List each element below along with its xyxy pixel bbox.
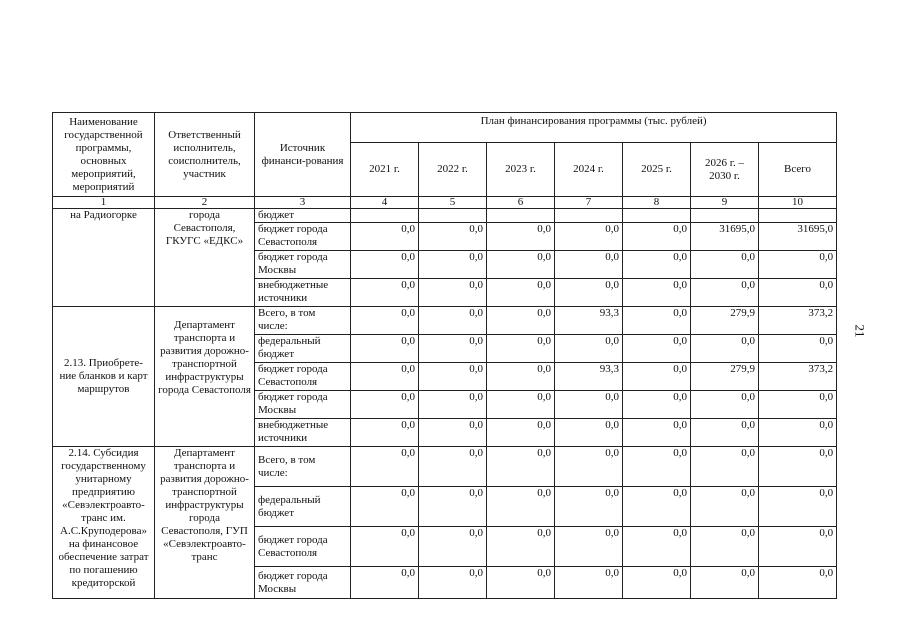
table-row (53, 447, 837, 487)
amount-cell: 0,0 (623, 487, 691, 527)
amount-cell: 0,0 (623, 335, 691, 363)
executor: Департамент транспорта и развития дорожно-транспортной инфраструктуры города Севастополя (155, 307, 255, 447)
header-year: 2022 г. (419, 143, 487, 197)
executor: города Севастополя, ГКУГС «ЕДКС» (155, 209, 255, 307)
amount-cell: 0,0 (351, 279, 419, 307)
funding-source: внебюджетные источники (255, 279, 351, 307)
amount-cell: 0,0 (555, 567, 623, 599)
amount-cell: 0,0 (351, 251, 419, 279)
column-number: 3 (255, 197, 351, 209)
funding-source: Всего, в том числе: (255, 307, 351, 335)
header-total: Всего (759, 143, 837, 197)
amount-cell: 0,0 (351, 487, 419, 527)
amount-cell: 0,0 (555, 391, 623, 419)
column-number: 8 (623, 197, 691, 209)
amount-cell: 0,0 (419, 527, 487, 567)
financing-table (52, 112, 837, 599)
amount-cell: 31695,0 (759, 223, 837, 251)
amount-cell: 0,0 (759, 391, 837, 419)
amount-cell: 0,0 (419, 223, 487, 251)
column-number: 10 (759, 197, 837, 209)
funding-source: Всего, в том числе: (255, 447, 351, 487)
funding-source: бюджет города Севастополя (255, 363, 351, 391)
table-row (53, 307, 837, 335)
amount-cell: 0,0 (555, 251, 623, 279)
amount-cell: 0,0 (759, 527, 837, 567)
amount-cell: 0,0 (487, 487, 555, 527)
amount-cell: 0,0 (555, 335, 623, 363)
header-year: 2023 г. (487, 143, 555, 197)
column-number: 1 (53, 197, 155, 209)
amount-cell: 0,0 (487, 447, 555, 487)
amount-cell: 0,0 (759, 419, 837, 447)
amount-cell: 0,0 (691, 447, 759, 487)
amount-cell: 0,0 (691, 391, 759, 419)
amount-cell: 0,0 (351, 527, 419, 567)
amount-cell: 0,0 (555, 223, 623, 251)
amount-cell: 0,0 (555, 527, 623, 567)
header-plan: План финансирования программы (тыс. рублей) (351, 113, 837, 143)
column-number: 4 (351, 197, 419, 209)
amount-cell: 0,0 (759, 279, 837, 307)
amount-cell: 0,0 (487, 251, 555, 279)
amount-cell: 0,0 (351, 307, 419, 335)
amount-cell: 0,0 (487, 335, 555, 363)
funding-source: внебюджетные источники (255, 419, 351, 447)
amount-cell: 0,0 (351, 391, 419, 419)
amount-cell (487, 209, 555, 223)
amount-cell: 0,0 (691, 567, 759, 599)
amount-cell: 0,0 (759, 487, 837, 527)
amount-cell: 0,0 (419, 363, 487, 391)
amount-cell: 0,0 (419, 391, 487, 419)
amount-cell: 0,0 (487, 391, 555, 419)
amount-cell (555, 209, 623, 223)
header-year: 2024 г. (555, 143, 623, 197)
amount-cell: 0,0 (419, 447, 487, 487)
amount-cell: 0,0 (623, 567, 691, 599)
amount-cell: 0,0 (487, 419, 555, 447)
amount-cell: 0,0 (351, 223, 419, 251)
amount-cell: 0,0 (419, 419, 487, 447)
amount-cell: 0,0 (487, 363, 555, 391)
amount-cell: 0,0 (691, 335, 759, 363)
header-source: Источник финанси-рования (255, 113, 351, 197)
amount-cell: 0,0 (691, 419, 759, 447)
header-year: 2025 г. (623, 143, 691, 197)
column-number: 6 (487, 197, 555, 209)
amount-cell: 0,0 (623, 251, 691, 279)
amount-cell: 0,0 (555, 487, 623, 527)
header-year: 2026 г. – 2030 г. (691, 143, 759, 197)
amount-cell: 0,0 (487, 527, 555, 567)
amount-cell: 93,3 (555, 307, 623, 335)
amount-cell (691, 209, 759, 223)
amount-cell: 0,0 (487, 567, 555, 599)
amount-cell: 0,0 (487, 223, 555, 251)
amount-cell: 0,0 (555, 447, 623, 487)
amount-cell: 0,0 (487, 279, 555, 307)
funding-source: бюджет города Севастополя (255, 223, 351, 251)
amount-cell: 0,0 (623, 447, 691, 487)
amount-cell: 0,0 (623, 391, 691, 419)
amount-cell: 0,0 (555, 279, 623, 307)
header-year: 2021 г. (351, 143, 419, 197)
funding-source: федеральный бюджет (255, 335, 351, 363)
column-number: 9 (691, 197, 759, 209)
amount-cell: 0,0 (555, 419, 623, 447)
page-number: 21 (852, 324, 868, 338)
executor: Департамент транспорта и развития дорожно-транспортной инфраструктуры города Севастополя, ГУП «Севэлектроавто-транс (155, 447, 255, 599)
column-number: 2 (155, 197, 255, 209)
amount-cell: 279,9 (691, 363, 759, 391)
amount-cell (623, 209, 691, 223)
measure-name: 2.14. Субсидия государственному унитарному предприятию «Севэлектроавто-транс им. А.С.Круподерова» на финансовое обеспечение затрат по погашению кредиторской (53, 447, 155, 599)
column-number: 5 (419, 197, 487, 209)
amount-cell: 0,0 (623, 363, 691, 391)
amount-cell: 0,0 (351, 335, 419, 363)
amount-cell (759, 209, 837, 223)
header-name: Наименование государственной программы, основных мероприятий, мероприятий (53, 113, 155, 197)
amount-cell: 0,0 (419, 335, 487, 363)
amount-cell: 0,0 (623, 527, 691, 567)
amount-cell: 93,3 (555, 363, 623, 391)
amount-cell: 0,0 (623, 419, 691, 447)
amount-cell (419, 209, 487, 223)
header-executor: Ответственный исполнитель, соисполнитель, участник (155, 113, 255, 197)
amount-cell: 0,0 (759, 567, 837, 599)
amount-cell: 0,0 (623, 307, 691, 335)
amount-cell: 0,0 (419, 307, 487, 335)
amount-cell: 0,0 (419, 567, 487, 599)
column-number: 7 (555, 197, 623, 209)
amount-cell: 0,0 (351, 363, 419, 391)
amount-cell: 0,0 (759, 251, 837, 279)
funding-source: бюджет города Севастополя (255, 527, 351, 567)
amount-cell: 31695,0 (691, 223, 759, 251)
funding-source: федеральный бюджет (255, 487, 351, 527)
funding-source: бюджет города Москвы (255, 251, 351, 279)
amount-cell: 373,2 (759, 307, 837, 335)
amount-cell: 0,0 (419, 487, 487, 527)
amount-cell: 279,9 (691, 307, 759, 335)
amount-cell: 0,0 (759, 335, 837, 363)
amount-cell: 0,0 (691, 527, 759, 567)
amount-cell: 0,0 (759, 447, 837, 487)
funding-source: бюджет города Москвы (255, 567, 351, 599)
table-row (53, 209, 837, 223)
amount-cell: 0,0 (351, 447, 419, 487)
amount-cell: 0,0 (691, 251, 759, 279)
amount-cell: 373,2 (759, 363, 837, 391)
amount-cell: 0,0 (419, 251, 487, 279)
amount-cell: 0,0 (487, 307, 555, 335)
amount-cell: 0,0 (691, 279, 759, 307)
amount-cell: 0,0 (623, 279, 691, 307)
funding-source: бюджет города Москвы (255, 391, 351, 419)
amount-cell (351, 209, 419, 223)
amount-cell: 0,0 (623, 223, 691, 251)
amount-cell: 0,0 (351, 567, 419, 599)
measure-name: на Радиогорке (53, 209, 155, 307)
amount-cell: 0,0 (691, 487, 759, 527)
amount-cell: 0,0 (419, 279, 487, 307)
amount-cell: 0,0 (351, 419, 419, 447)
funding-source: бюджет (255, 209, 351, 223)
measure-name: 2.13. Приобрете-ние бланков и карт маршрутов (53, 307, 155, 447)
